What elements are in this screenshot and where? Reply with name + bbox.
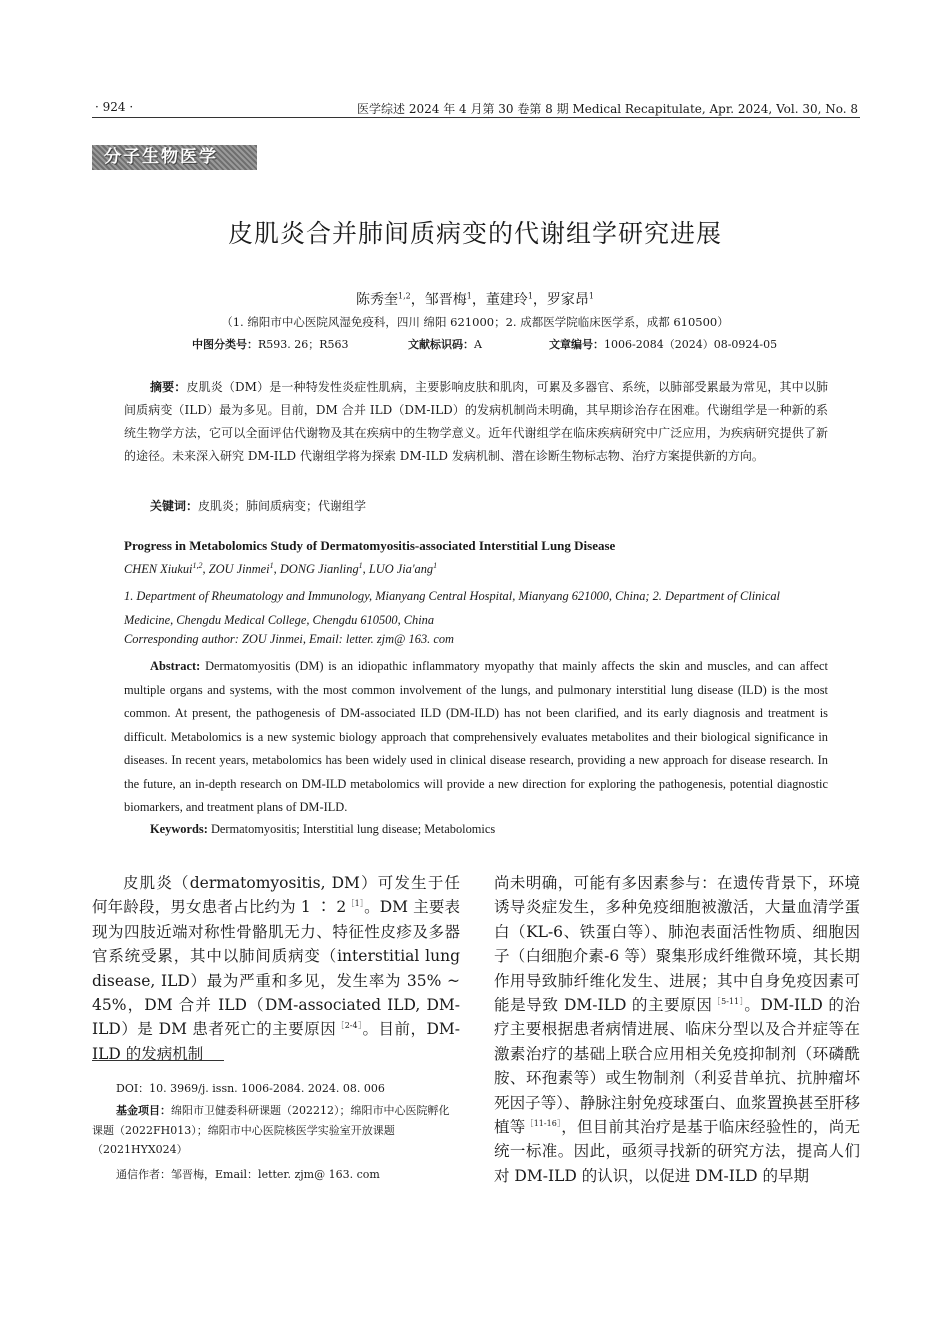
- journal-header: 医学综述 2024 年 4 月第 30 卷第 8 期 Medical Recapitulate, Apr. 2024, Vol. 30, No. 8: [357, 102, 858, 116]
- body-text: 尚未明确，可能有多因素参与：在遗传背景下，环境诱导炎症发生，多种免疫细胞被激活，大量血清学蛋白（KL-6、铁蛋白等）、肺泡表面活性物质、细胞因子（白细胞介素-6 等）聚集形成纤维微环境，其长期作用导致肺纤维化发生、进展；其中自身免疫因素可能是导致 DM-ILD 的主要原因: [494, 874, 860, 1015]
- abstract-en-text: Dermatomyositis (DM) is an idiopathic inflammatory myopathy that mainly affects the skin and muscles, and can affect multiple organs and systems, with the most common involvement of the lungs, and pulmonary interstitial lung disease (ILD) is the most common. At present, the pathogenesis of DM-associated ILD (DM-ILD) has not been clarified, and its early diagnosis and treatment is difficult. Metabolomics is a new systemic biology approach that comprehensively evaluates metabolites and their biological significance in diseases. In recent years, metabolomics has been widely used in clinical disease research, providing a new approach for disease research. In the future, an in-depth research on DM-ILD metabolomics will provide a new direction for exploring the pathogenesis, potential diagnostic biomarkers, and treatment plans of DM-ILD.: [124, 659, 828, 814]
- abstract-cn-label: 摘要：: [150, 380, 187, 394]
- author-affil-sup: 1,2: [397, 291, 411, 301]
- author-affil-sup: 1: [269, 560, 274, 570]
- author-name-en: ZOU Jinmei: [208, 562, 270, 576]
- author-affil-sup: 1: [588, 291, 594, 301]
- english-title: Progress in Metabolomics Study of Dermatomyositis-associated Interstitial Lung Disease: [124, 538, 616, 553]
- footnote-doi: DOI：10. 3969/j. issn. 1006-2084. 2024. 08. 006: [116, 1082, 385, 1095]
- body-text: ，但目前其治疗是基于临床经验性的，尚无统一标准。因此，亟须寻找新的研究方法，提高人们对 DM-ILD 的认识，以促进 DM-ILD 的早期: [494, 1118, 860, 1185]
- body-text: 。目前，DM-ILD 的发病机制: [92, 1020, 460, 1063]
- article-value: 1006-2084（2024）08-0924-05: [604, 338, 778, 351]
- author-affil-sup: 1: [466, 291, 472, 301]
- body-column-left: [92, 871, 460, 1066]
- keywords-en: [150, 822, 495, 837]
- citation: ［11-16］: [525, 1118, 562, 1128]
- section-tag: 分子生物医学: [92, 145, 257, 170]
- header-rule: [92, 117, 860, 118]
- doc-value: A: [474, 338, 482, 351]
- article-number: [549, 336, 777, 352]
- author-list: 陈秀奎$^{1,2}$，邹晋梅$^1$，董建玲$^1$，罗家昂$^1$: [355, 291, 594, 308]
- citation: ［1］: [346, 899, 365, 909]
- affiliation: （1. 绵阳市中心医院风湿免疫科，四川 绵阳 621000；2. 成都医学院临床医学系，成都 610500）: [221, 315, 729, 329]
- author-name-en: DONG Jianling: [279, 562, 359, 576]
- author-name: 陈秀奎: [355, 292, 398, 308]
- document-code: [408, 336, 482, 352]
- footnote-corresponding: 通信作者：邹晋梅，Email：letter. zjm@ 163. com: [116, 1168, 380, 1181]
- body-text: 。DM-ILD 的治疗主要根据患者病情进展、临床分型以及合并症等在激素治疗的基础上联合应用相关免疫抑制剂（环磷酰胺、环孢素等）或生物制剂（利妥昔单抗、抗肿瘤坏死因子等）、静脉注射免疫球蛋白、血浆置换甚至肝移植等: [494, 996, 860, 1137]
- page-number: · 924 ·: [95, 100, 134, 114]
- keywords-cn-label: 关键词：: [150, 499, 199, 513]
- clc-value: R593. 26；R563: [258, 338, 349, 351]
- body-text: 。DM 主要表现为四肢近端对称性骨骼肌无力、特征性皮疹及多器官系统受累，其中以肺间质病变（interstitial lung disease, ILD）最为严重和多见，发生率为 35% ~ 45%，DM 合并 ILD（DM-associated ILD, DM-ILD）是 DM 患者死亡的主要原因: [92, 898, 460, 1039]
- author-name-en: LUO Jia'ang: [368, 562, 434, 576]
- author-name: 邹晋梅: [424, 292, 467, 308]
- clc-number: [192, 336, 349, 352]
- doc-label: 文献标识码：: [408, 338, 474, 351]
- keywords-en-label: Keywords:: [150, 822, 208, 836]
- author-affil-sup: 1: [433, 560, 438, 570]
- keywords-cn: [150, 497, 366, 514]
- funding-label: 基金项目：: [116, 1104, 171, 1117]
- abstract-en-label: Abstract:: [150, 659, 201, 673]
- funding-text: 绵阳市卫健委科研课题（202212）；绵阳市中心医院孵化课题（2022FH013）；绵阳市中心医院核医学实验室开放课题（2021HYX024）: [92, 1104, 450, 1156]
- author-name-en: CHEN Xiukui: [124, 562, 193, 576]
- keywords-cn-text: 皮肌炎；肺间质病变；代谢组学: [198, 499, 367, 513]
- article-label: 文章编号：: [549, 338, 604, 351]
- keywords-en-text: Dermatomyositis; Interstitial lung disease; Metabolomics: [210, 822, 496, 836]
- citation: ［2-4］: [336, 1021, 363, 1031]
- body-column-right: [494, 871, 860, 1188]
- author-affil-sup: 1: [527, 291, 533, 301]
- citation: ［5-11］: [712, 996, 745, 1006]
- abstract-cn-text: 皮肌炎（DM）是一种特发性炎症性肌病，主要影响皮肤和肌肉，可累及多器官、系统，以肺部受累最为常见，其中以肺间质病变（ILD）最为多见。目前，DM 合并 ILD（DM-ILD）的发病机制尚未明确，其早期诊治存在困难。代谢组学是一种新的系统生物学方法，它可以全面评估代谢物及其在疾病中的生物学意义。近年代谢组学在临床疾病研究中广泛应用，为疾病研究提供了新的途径。未来深入研究 DM-ILD 代谢组学将为探索 DM-ILD 发病机制、潜在诊断生物标志物、治疗方案提供新的方向。: [124, 380, 828, 463]
- english-corresponding-author: Corresponding author: ZOU Jinmei, Email: letter. zjm@ 163. com: [124, 632, 454, 646]
- clc-label: 中图分类号：: [192, 338, 258, 351]
- footnote-funding: [92, 1101, 460, 1160]
- english-affiliation: 1. Department of Rheumatology and Immunology, Mianyang Central Hospital, Mianyang 621000, China; 2. Department of Clinical Medicine, Chengdu Medical College, Chengdu 610500, China: [124, 589, 780, 627]
- footnote-rule: [92, 1060, 224, 1061]
- author-name: 董建玲: [485, 292, 528, 308]
- abstract-en: [124, 655, 828, 820]
- body-text: 皮肌炎（dermatomyositis, DM）可发生于任何年龄段，男女患者占比约为 1 ∶ 2: [92, 874, 460, 917]
- abstract-cn: [124, 376, 828, 468]
- author-affil-sup: 1: [358, 560, 363, 570]
- article-title: 皮肌炎合并肺间质病变的代谢组学研究进展: [227, 219, 722, 248]
- english-authors: CHEN Xiukui$^{1,2}$, ZOU Jinmei$^1$, DONG Jianling$^1$, LUO Jia'ang$^1$: [124, 560, 438, 576]
- author-affil-sup: 1,2: [192, 560, 203, 570]
- author-name: 罗家昂: [546, 292, 589, 308]
